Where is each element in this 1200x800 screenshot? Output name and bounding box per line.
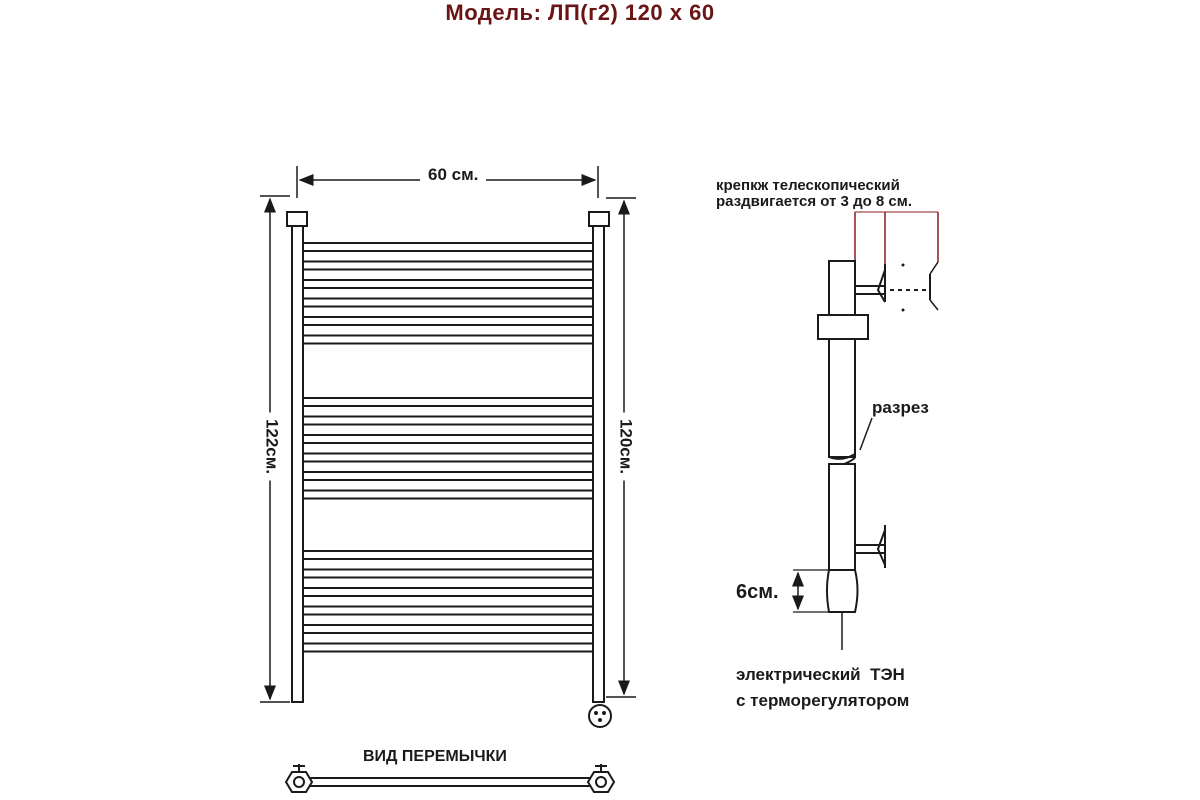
left-post-cap <box>287 212 307 226</box>
total-height-label: 122см. <box>264 413 281 481</box>
jumper-right-nut <box>588 772 614 792</box>
rung-9 <box>303 435 593 443</box>
rung-7 <box>303 398 593 406</box>
heater-body <box>827 570 858 612</box>
side-pipe-upper <box>829 261 855 457</box>
cut-label: разрез <box>872 398 929 417</box>
side-view <box>793 212 938 650</box>
jumper-label: ВИД ПЕРЕМЫЧКИ <box>363 748 507 765</box>
front-view <box>260 166 636 727</box>
heater-label-line2: с терморегулятором <box>736 691 910 710</box>
rung-16 <box>303 607 593 615</box>
mount-label-line2: раздвигается от 3 до 8 см. <box>716 193 913 210</box>
rung-11 <box>303 472 593 480</box>
rung-5 <box>303 317 593 325</box>
axis-height-label: 120см. <box>618 413 635 481</box>
rung-13 <box>303 551 593 559</box>
rung-3 <box>303 280 593 288</box>
left-post <box>292 212 303 702</box>
rung-6 <box>303 336 593 344</box>
rung-14 <box>303 570 593 578</box>
heater-size-label: 6см. <box>736 581 779 603</box>
right-post <box>593 212 604 702</box>
rung-8 <box>303 417 593 425</box>
rung-15 <box>303 588 593 596</box>
rung-17 <box>303 625 593 633</box>
rung-10 <box>303 454 593 462</box>
rung-18 <box>303 644 593 652</box>
heater-knob <box>589 705 611 727</box>
rung-4 <box>303 299 593 307</box>
rung-2 <box>303 262 593 270</box>
heater-label-line1: электрический ТЭН <box>736 665 905 684</box>
jumper-view <box>286 764 614 792</box>
mount-label-line1: крепкж телескопический <box>716 177 900 194</box>
jumper-left-nut <box>286 772 312 792</box>
width-label: 60 см. <box>420 166 486 183</box>
rungs <box>303 243 593 652</box>
rung-1 <box>303 243 593 251</box>
side-pipe-lower <box>829 464 855 570</box>
right-post-cap <box>589 212 609 226</box>
rung-12 <box>303 491 593 499</box>
page-title: Модель: ЛП(г2) 120 х 60 <box>445 0 715 25</box>
upper-nut <box>818 315 868 339</box>
